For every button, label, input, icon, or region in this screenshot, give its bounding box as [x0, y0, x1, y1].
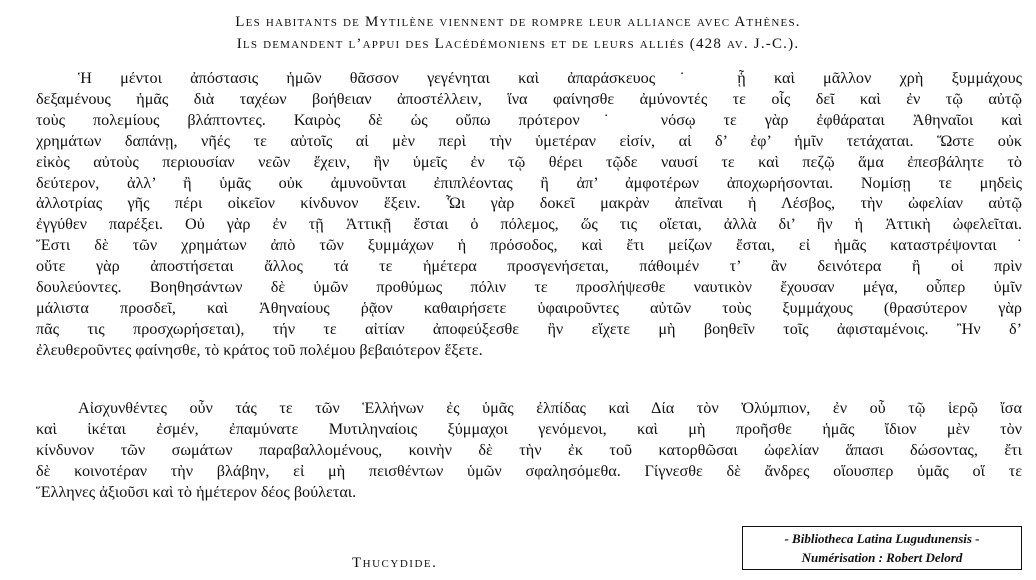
text-line: δουλεύοντες. Βοηθησάντων δὲ ὑμῶν προθύμως πόλιν τε προσλήψεσθε ναυτικὸν ἔχουσαν μέγα, οὗπερ ὑμῖν: [36, 278, 1022, 297]
heading-line-2: Ils demandent l’appui des Lacédémoniens et de leurs alliés (428 av. J.-C.).: [236, 36, 800, 52]
author-signature: Thucydide.: [352, 555, 438, 571]
library-stamp: [742, 526, 1022, 570]
text-line: κίνδυνον τῶν σωμάτων παραβαλλομένους, κοινὴν δὲ τὴν ἐκ τοῦ κατορθῶσαι ὠφελίαν ἅπασι δώσοντας, ἔτι: [36, 440, 1022, 459]
stamp-line-2: Numérisation : Robert Delord: [801, 550, 963, 565]
text-line: ἀλλοτρίας γῆς πέρι οἰκεῖον κίνδυνον ἕξειν. Ὧι γὰρ δοκεῖ μακρὰν ἀπεῖναι ἡ Λέσβος, τὴν ὠφελίαν αὐτῷ: [36, 194, 1022, 213]
text-line: εἰκὸς αὐτοὺς περιουσίαν νεῶν ἔχειν, ἢν ὑμεῖς ἐν τῷ θέρει τῷδε ναυσί τε καὶ πεζῷ ἅμα ἐπεσβάλητε τὸ: [36, 152, 1022, 171]
heading-line-1: Les habitants de Mytilène viennent de rompre leur alliance avec Athènes.: [235, 14, 801, 30]
text-line: ἐλευθεροῦντες φαίνησθε, τὸ κράτος τοῦ πολέμου βεβαιότερον ἕξετε.: [36, 340, 483, 359]
text-line: πᾶς τις προσχωρήσεται), τήν τε αἰτίαν ἀποφεύξεσθε ἣν εἴχετε μὴ βοηθεῖν τοῖς ἀφισταμένοις. Ἢν δ’: [36, 319, 1022, 338]
text-line: τοὺς πολεμίους βλάπτοντες. Καιρὸς δὲ ὡς οὔπω πρότερον˙ νόσῳ τε γὰρ ἐφθάραται Ἀθηναῖοι καὶ: [36, 110, 1022, 129]
text-line: δεύτερον, ἀλλ’ ἢ ὑμᾶς οὐκ ἀμυνοῦνται ἐπιπλέοντας ἢ ἀπ’ ἀμφοτέρων ἀποχωρήσονται. Νομίσῃ τε μηδεὶς: [36, 173, 1022, 192]
text-line: καὶ ἱκέται ἐσμέν, ἐπαμύνατε Μυτιληναίοις ξύμμαχοι γενόμενοι, καὶ μὴ προῆσθε ἡμᾶς ἴδιον μὲν τὸν: [36, 419, 1022, 438]
text-line: δεξαμένους ἡμᾶς διὰ ταχέων βοήθειαν ἀποστέλλειν, ἵνα φαίνησθε ἀμύνοντές τε οἷς δεῖ καὶ ἐν τῷ αὐτῷ: [36, 89, 1022, 108]
stamp-line-1: - Bibliotheca Latina Lugudunensis -: [784, 531, 980, 546]
text-line: μάλιστα προσδεῖ, καὶ Ἀθηναίους ῥᾷον καθαιρήσετε ὑφαιροῦντες αὐτῶν τοὺς ξυμμάχους (θρασύτερον γὰρ: [36, 298, 1022, 317]
paragraph-1: [36, 68, 1022, 361]
paragraph-2: [36, 398, 1022, 503]
text-line: χρημάτων δαπάνῃ, νῆές τε αὐτοῖς αἱ μὲν περὶ τὴν ὑμετέραν εἰσίν, αἱ δ’ ἐφ’ ἡμῖν τετάχαται. Ὥστε οὐκ: [36, 131, 1022, 150]
text-line: οὔτε γὰρ ἀποστήσεται ἄλλος τά τε ἡμέτερα προσγενήσεται, πάθοιμέν τ’ ἂν δεινότερα ἢ οἱ πρὶν: [36, 257, 1022, 276]
text-line: Ἡ μέντοι ἀπόστασις ἡμῶν θᾶσσον γεγένηται καὶ ἀπαράσκευος˙ ᾗ καὶ μᾶλλον χρὴ ξυμμάχους: [78, 69, 1022, 87]
text-line: Αἰσχυνθέντες οὖν τάς τε τῶν Ἑλλήνων ἐς ὑμᾶς ἐλπίδας καὶ Δία τὸν Ὀλύμπιον, ἐν οὗ τῷ ἱερῷ ἴσα: [78, 399, 1022, 417]
text-line: Ἔστι δὲ τῶν χρημάτων ἀπὸ τῶν ξυμμάχων ἡ πρόσοδος, καὶ ἔτι μείζων ἔσται, εἰ ἡμᾶς καταστρέψονται˙: [36, 236, 1022, 255]
text-line: ἐγγύθεν παρέξει. Οὐ γὰρ ἐν τῇ Ἀττικῇ ἔσται ὁ πόλεμος, ὥς τις οἴεται, ἀλλὰ δι’ ἣν ἡ Ἀττικὴ ὠφελεῖται.: [36, 215, 1022, 234]
text-line: δὲ κοινοτέραν τὴν βλάβην, εἰ μὴ πεισθέντων ὑμῶν σφαλησόμεθα. Γίγνεσθε δὲ ἄνδρες οἵουσπερ ὑμᾶς οἵ τε: [36, 461, 1022, 480]
text-line: Ἕλληνες ἀξιοῦσι καὶ τὸ ἡμέτερον δέος βούλεται.: [36, 482, 357, 501]
